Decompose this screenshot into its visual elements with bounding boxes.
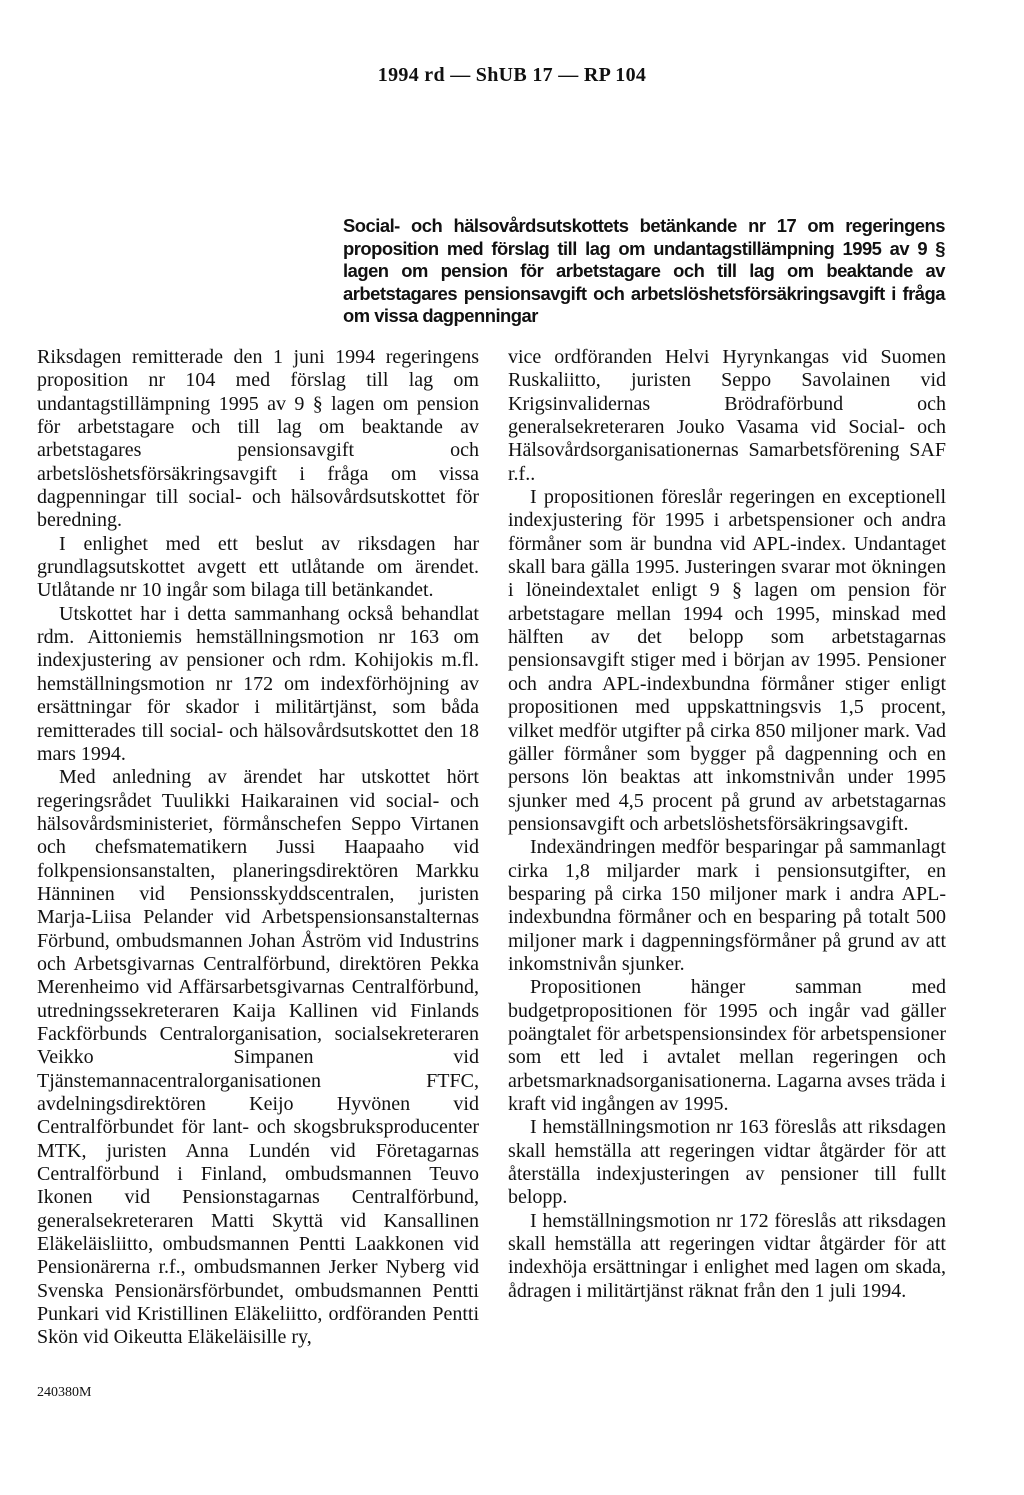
paragraph: I propositionen föreslår regeringen en exceptionell indexjustering för 1995 i arbetspensioner och andra förmåner som är bundna vid APL-index. Undantaget skall bara gälla 1995. Justeringen svarar mot ökningen i löneindextalet enligt 9 § lagen om pension för arbetstagare mellan 1994 och 1995, minskad med hälften av det belopp som arbetstagarnas pensionsavgift stiger med i början av 1995. Pensioner och andra APL-indexbundna förmåner stiger enligt propositionen med uppskattningsvis 1,5 procent, vilket medför utgifter på cirka 850 miljoner mark. Vad gäller förmåner som bygger på dagpenning och en persons lön beaktas att inkomstnivån under 1995 sjunker med 4,5 procent på grund av arbetstagarnas pensionsavgift och arbetslöshetsförsäkringsavgift. <box>508 486 946 835</box>
paragraph: Med anledning av ärendet har utskottet hört regeringsrådet Tuulikki Haikarainen vid social- och hälsovårdsministeriet, förmånschefen Seppo Virtanen och chefsmatematikern Jussi Haapaaho vid folkpensionsanstalten, planeringsdirektören Markku Hänninen vid Pensionsskyddscentralen, juristen Marja-Liisa Pelander vid Arbetspensionsanstalternas Förbund, ombudsmannen Johan Åström vid Industrins och Arbetsgivarnas Centralförbund, direktören Pekka Merenheimo vid Affärsarbetsgivarnas Centralförbund, utredningssekreteraren Kaija Kallinen vid Finlands Fackförbunds Centralorganisation, socialsekreteraren Veikko Simpanen vid Tjänstemannacentralorganisationen FTFC, avdelningsdirektören Keijo Hyvönen vid Centralförbundet för lant- och skogsbruksproducenter MTK, juristen Anna Lundén vid Företagarnas Centralförbund i Finland, ombudsmannen Teuvo Ikonen vid Pensionstagarnas Centralförbund, generalsekreteraren Matti Skyttä vid Kansallinen Eläkeläisliitto, ombudsmannen Pentti Laakkonen vid Pensionärerna r.f., ombudsmannen Jerker Nyberg vid Svenska Pensionärsförbundet, ombudsmannen Pentti Punkari vid Kristillinen Eläkeliitto, ordföranden Pentti Skön vid Oikeutta Eläkeläisille ry, <box>37 766 479 1349</box>
paragraph: Riksdagen remitterade den 1 juni 1994 regeringens proposition nr 104 med förslag till lag om undantagstillämpning 1995 av 9 § lagen om pension för arbetstagare och till lag om beaktande av arbetstagares pensionsavgift och arbetslöshetsförsäkringsavgift i fråga om vissa dagpenningar till social- och hälsovårdsutskottet för beredning. <box>37 346 479 532</box>
document-code: 240380M <box>37 1385 92 1400</box>
paragraph: Indexändringen medför besparingar på sammanlagt cirka 1,8 miljarder mark i pensionsutgifter, en besparing på cirka 150 miljoner mark i andra APL-indexbundna förmåner och en besparing på totalt 500 miljoner mark i dagpenningsförmåner på grund av att inkomstnivån sjunker. <box>508 836 946 975</box>
report-title: Social- och hälsovårdsutskottets betänkande nr 17 om regeringens proposition med förslag till lag om undantagstillämpning 1995 av 9 § lagen om pension för arbetstagare och till lag om beaktande av arbetstagares pensionsavgift och arbetslöshetsförsäkringsavgift i fråga om vissa dagpenningar <box>343 215 945 326</box>
paragraph: vice ordföranden Helvi Hyrynkangas vid Suomen Ruskaliitto, juristen Seppo Savolainen vid Krigsinvalidernas Brödraförbund och generalsekreteraren Jouko Vasama vid Social- och Hälsovårdsorganisationernas Samarbetsförening SAF r.f.. <box>508 346 946 485</box>
paragraph: I hemställningsmotion nr 172 föreslås att riksdagen skall hemställa att regeringen vidtar åtgärder för att indexhöja ersättningar i enlighet med lagen om skada, ådragen i militärtjänst räknat från den 1 juli 1994. <box>508 1209 946 1302</box>
paragraph: I enlighet med ett beslut av riksdagen har grundlagsutskottet avgett ett utlåtande om ärendet. Utlåtande nr 10 ingår som bilaga till betänkandet. <box>37 532 479 602</box>
paragraph: Propositionen hänger samman med budgetpropositionen för 1995 och ingår vad gäller poängtalet för arbetspensionsindex för arbetspensioner som ett led i avtalet mellan regeringen och arbetsmarknadsorganisationerna. Lagarna avses träda i kraft vid ingången av 1995. <box>508 976 946 1115</box>
paragraph: Utskottet har i detta sammanhang också behandlat rdm. Aittoniemis hemställningsmotion nr 163 om indexjustering av pensioner och rdm. Kohijokis m.fl. hemställningsmotion nr 172 om indexförhöjning av ersättningar för skador i militärtjänst, som båda remitterades till social- och hälsovårdsutskottet den 18 mars 1994. <box>37 602 479 765</box>
running-head: 1994 rd — ShUB 17 — RP 104 <box>377 64 647 86</box>
right-column <box>508 346 946 1303</box>
left-column <box>37 346 479 1350</box>
paragraph: I hemställningsmotion nr 163 föreslås att riksdagen skall hemställa att regeringen vidtar åtgärder för att återställa indexjusteringen av pensioner till fullt belopp. <box>508 1116 946 1209</box>
